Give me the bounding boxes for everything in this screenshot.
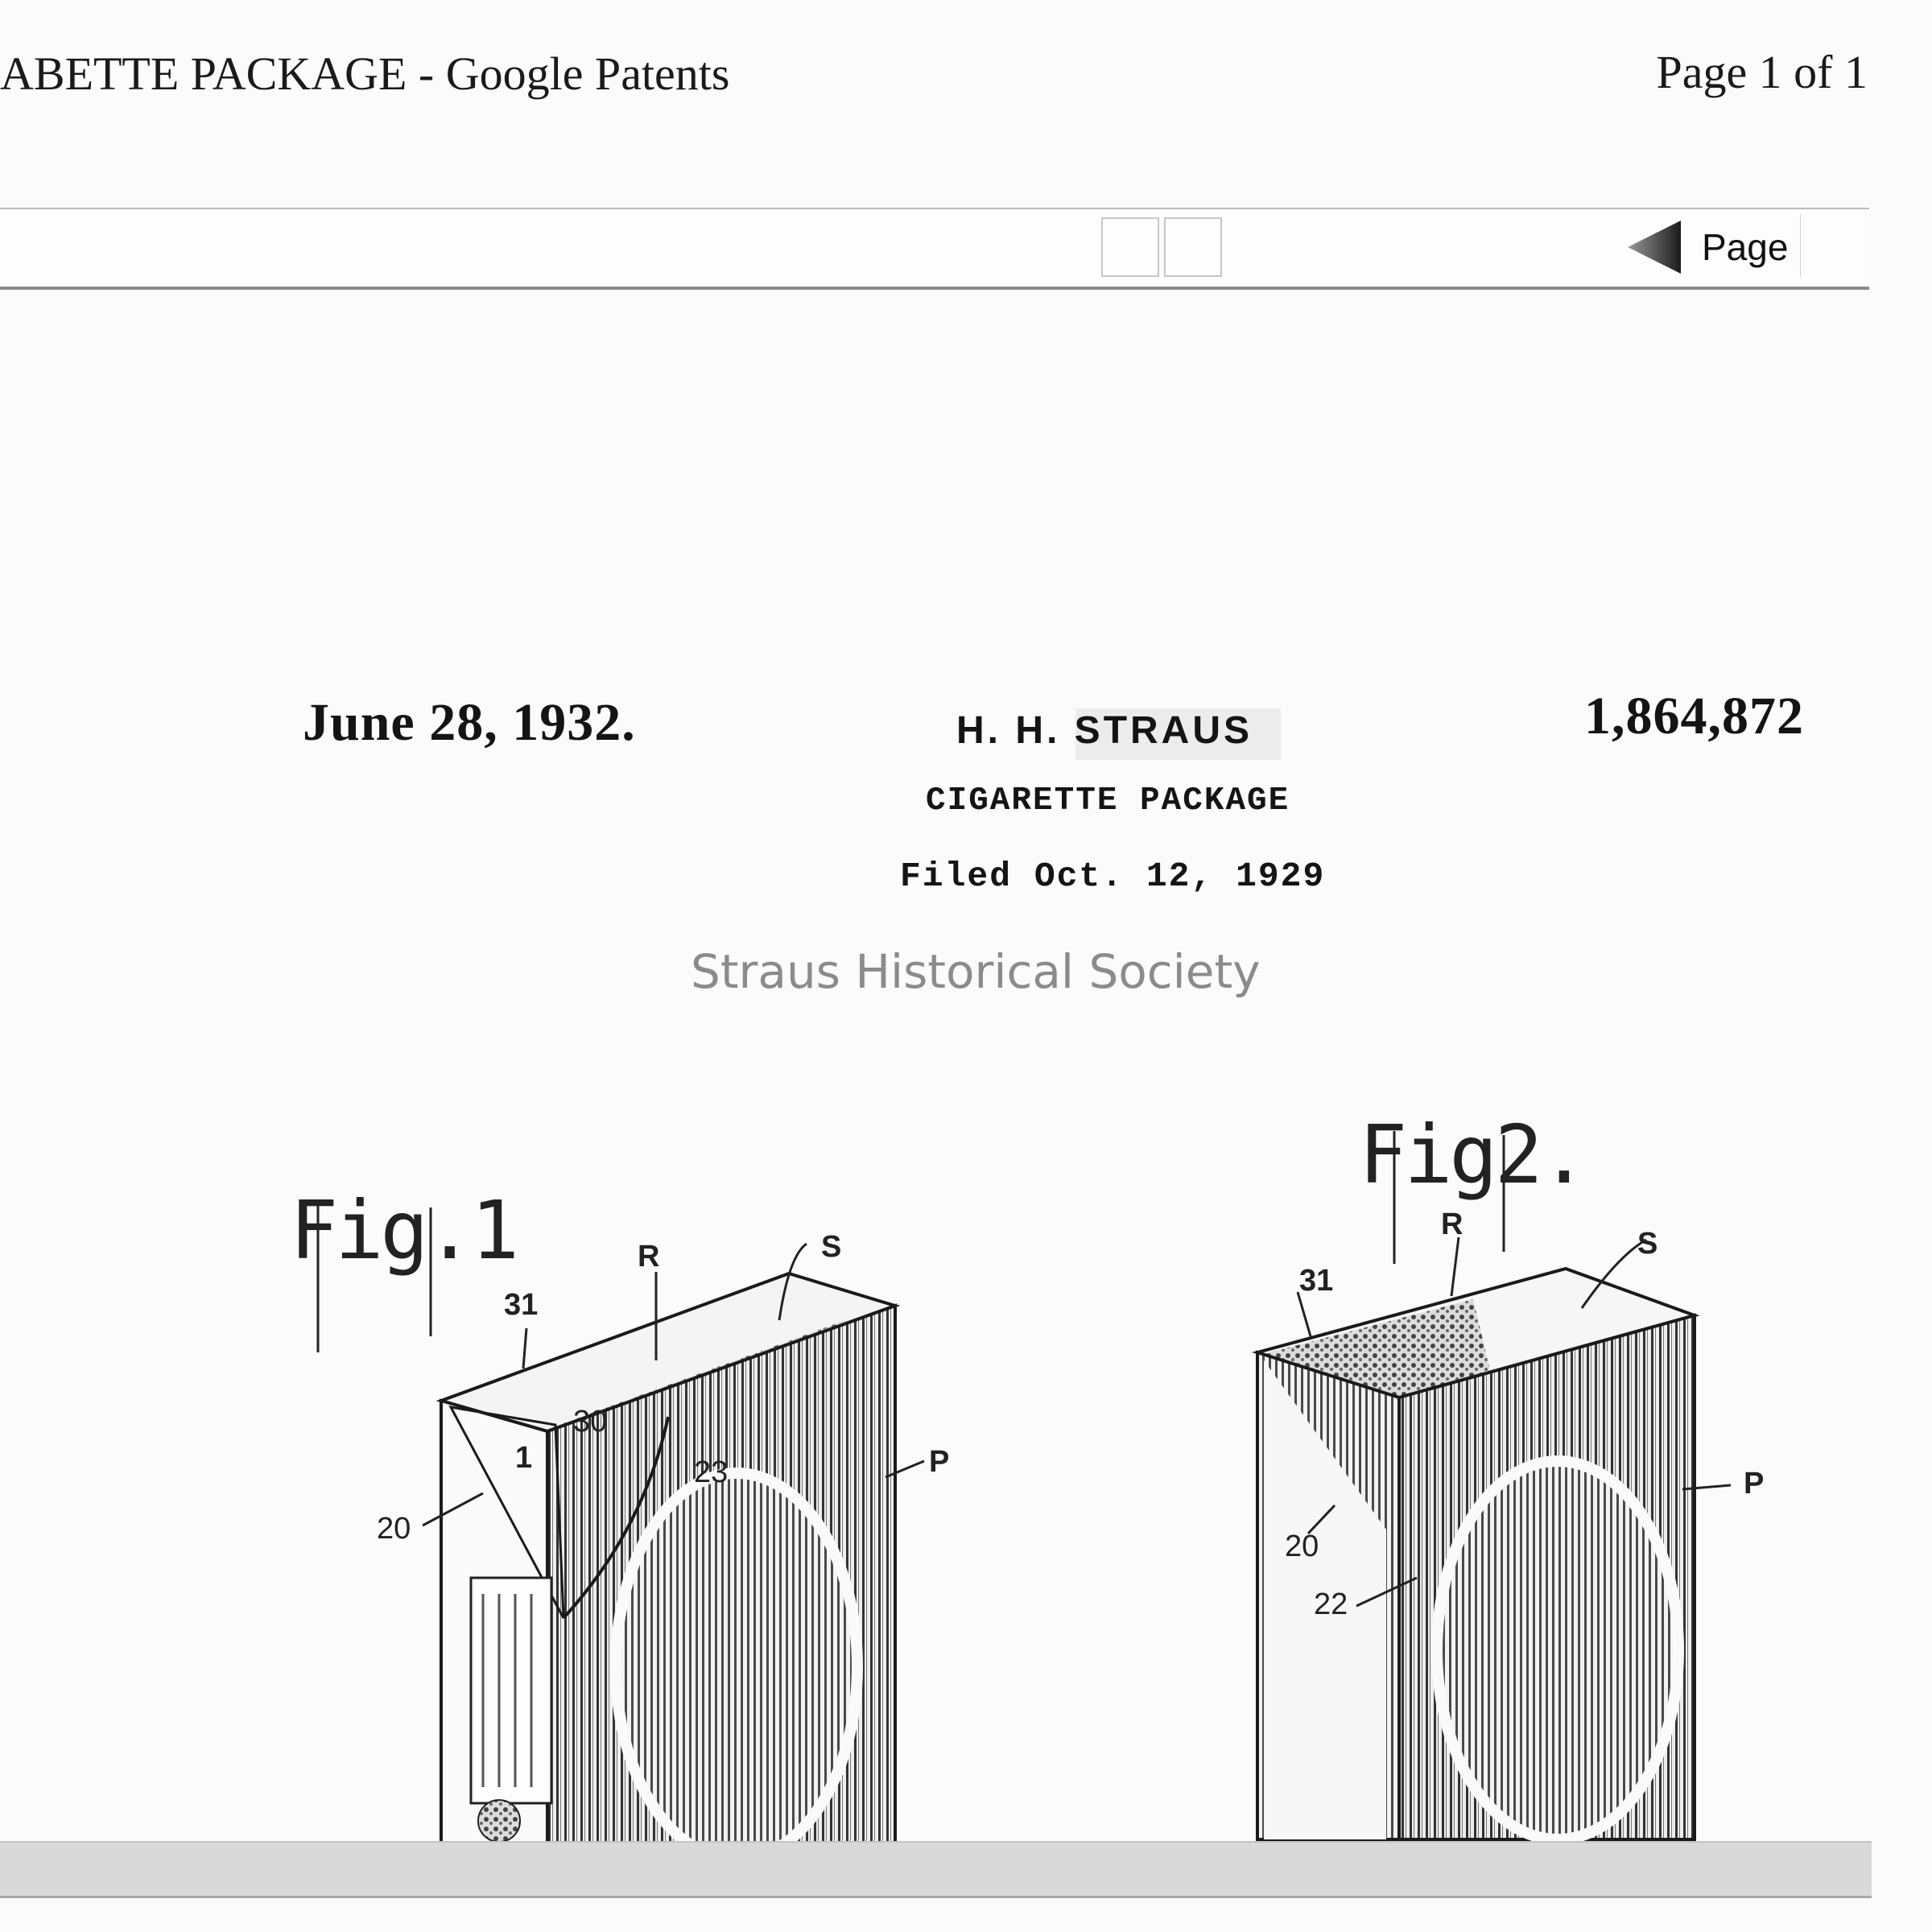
patent-date: June 28, 1932. <box>303 693 636 752</box>
scrollbar-edge <box>0 1896 1872 1898</box>
watermark-text: Straus Historical Society <box>691 944 1261 999</box>
fig2-ref-r: R <box>1441 1208 1463 1241</box>
fig2-ref-p: P <box>1744 1467 1765 1501</box>
page-count: Page 1 of 1 <box>1656 46 1868 98</box>
fig2-ref-20: 20 <box>1285 1530 1319 1563</box>
fig1-ref-p: P <box>929 1445 950 1479</box>
invention-title: CIGARETTE PACKAGE <box>926 782 1290 819</box>
fig2-ref-22: 22 <box>1314 1587 1348 1621</box>
patent-number: 1,864,872 <box>1584 687 1804 745</box>
prev-page-label[interactable]: Page <box>1702 226 1789 268</box>
document-title: ABETTE PACKAGE - Google Patents <box>0 47 730 100</box>
fig1-ref-20: 20 <box>377 1512 411 1546</box>
inventor-name: H. H. STRAUS <box>956 709 1253 752</box>
figure-1-label: Fig.1 <box>290 1183 517 1278</box>
fig1-ref-s: S <box>821 1230 842 1264</box>
fig1-ref-31: 31 <box>504 1288 539 1322</box>
fig1-ref-23: 23 <box>694 1455 729 1489</box>
fig1-ref-r: R <box>638 1240 660 1274</box>
fig1-ref-30: 30 <box>573 1405 608 1439</box>
fig2-ref-s: S <box>1637 1227 1658 1261</box>
figure-2-label: Fig2. <box>1359 1108 1586 1202</box>
fig1-ref-1: 1 <box>515 1441 533 1475</box>
horizontal-scrollbar[interactable] <box>0 1841 1872 1897</box>
fig2-ref-31: 31 <box>1299 1264 1334 1298</box>
filed-date: Filed Oct. 12, 1929 <box>900 857 1326 896</box>
